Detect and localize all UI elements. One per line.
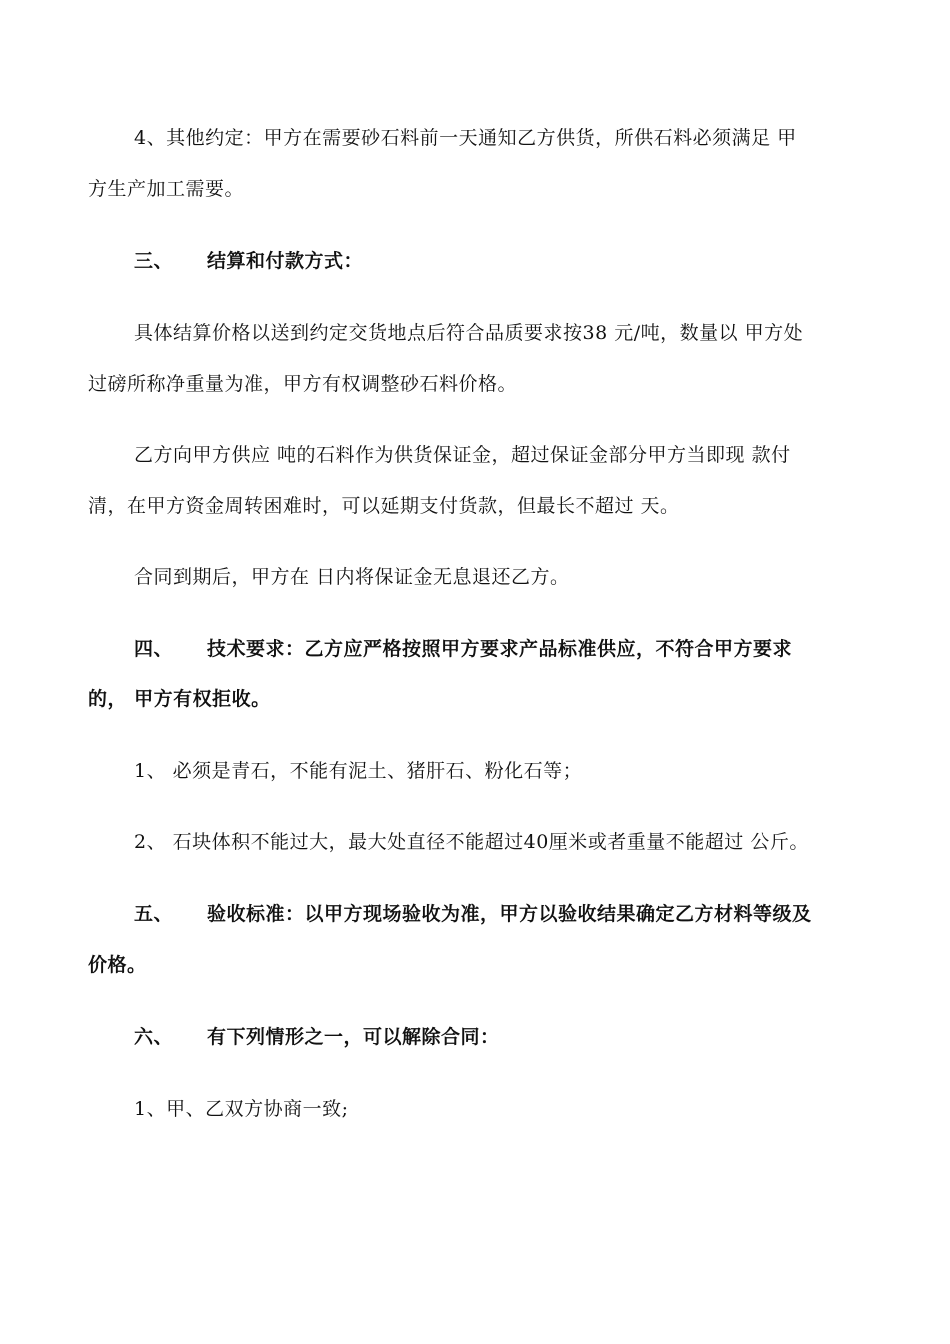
termination-item-1: 1、甲、乙双方协商一致; xyxy=(134,1098,349,1120)
section-6-title: 有下列情形之一，可以解除合同： xyxy=(207,1026,500,1048)
section-3-heading xyxy=(134,249,363,273)
requirement-item-1: 1、 必须是青石，不能有泥土、猪肝石、粉化石等； xyxy=(134,760,583,782)
section-4-number: 四、 xyxy=(134,638,174,660)
deposit-return-paragraph: 合同到期后，甲方在 日内将保证金无息退还乙方。 xyxy=(134,566,570,588)
settlement-paragraph-line-2: 过磅所称净重量为准，甲方有权调整砂石料价格。 xyxy=(88,373,518,395)
settlement-paragraph-line-1: 具体结算价格以送到约定交货地点后符合品质要求按38 元/吨，数量以 甲方处 xyxy=(134,322,804,344)
section-4-heading-line-1 xyxy=(134,637,792,661)
section-5-heading-line-2: 价格。 xyxy=(88,954,147,976)
deposit-paragraph-line-2: 清，在甲方资金周转困难时，可以延期支付货款，但最长不超过 天。 xyxy=(88,495,680,517)
section-5-heading-line-1 xyxy=(134,902,812,926)
clause-4-other-terms-line-2: 方生产加工需要。 xyxy=(88,178,245,200)
section-4-heading-line-2: 的， 甲方有权拒收。 xyxy=(88,688,271,710)
section-6-heading xyxy=(134,1025,500,1049)
section-3-title: 结算和付款方式： xyxy=(207,250,364,272)
requirement-item-2: 2、 石块体积不能过大，最大处直径不能超过40厘米或者重量不能超过 公斤。 xyxy=(134,831,809,853)
section-6-number: 六、 xyxy=(134,1026,174,1048)
deposit-paragraph-line-1: 乙方向甲方供应 吨的石料作为供货保证金，超过保证金部分甲方当即现 款付 xyxy=(134,444,791,466)
section-3-number: 三、 xyxy=(134,250,174,272)
section-4-text: 技术要求：乙方应严格按照甲方要求产品标准供应，不符合甲方要求 xyxy=(207,638,793,660)
section-5-text: 验收标准：以甲方现场验收为准，甲方以验收结果确定乙方材料等级及 xyxy=(207,903,812,925)
clause-4-other-terms-line-1: 4、其他约定：甲方在需要砂石料前一天通知乙方供货，所供石料必须满足 甲 xyxy=(134,127,797,149)
section-5-number: 五、 xyxy=(134,903,174,925)
